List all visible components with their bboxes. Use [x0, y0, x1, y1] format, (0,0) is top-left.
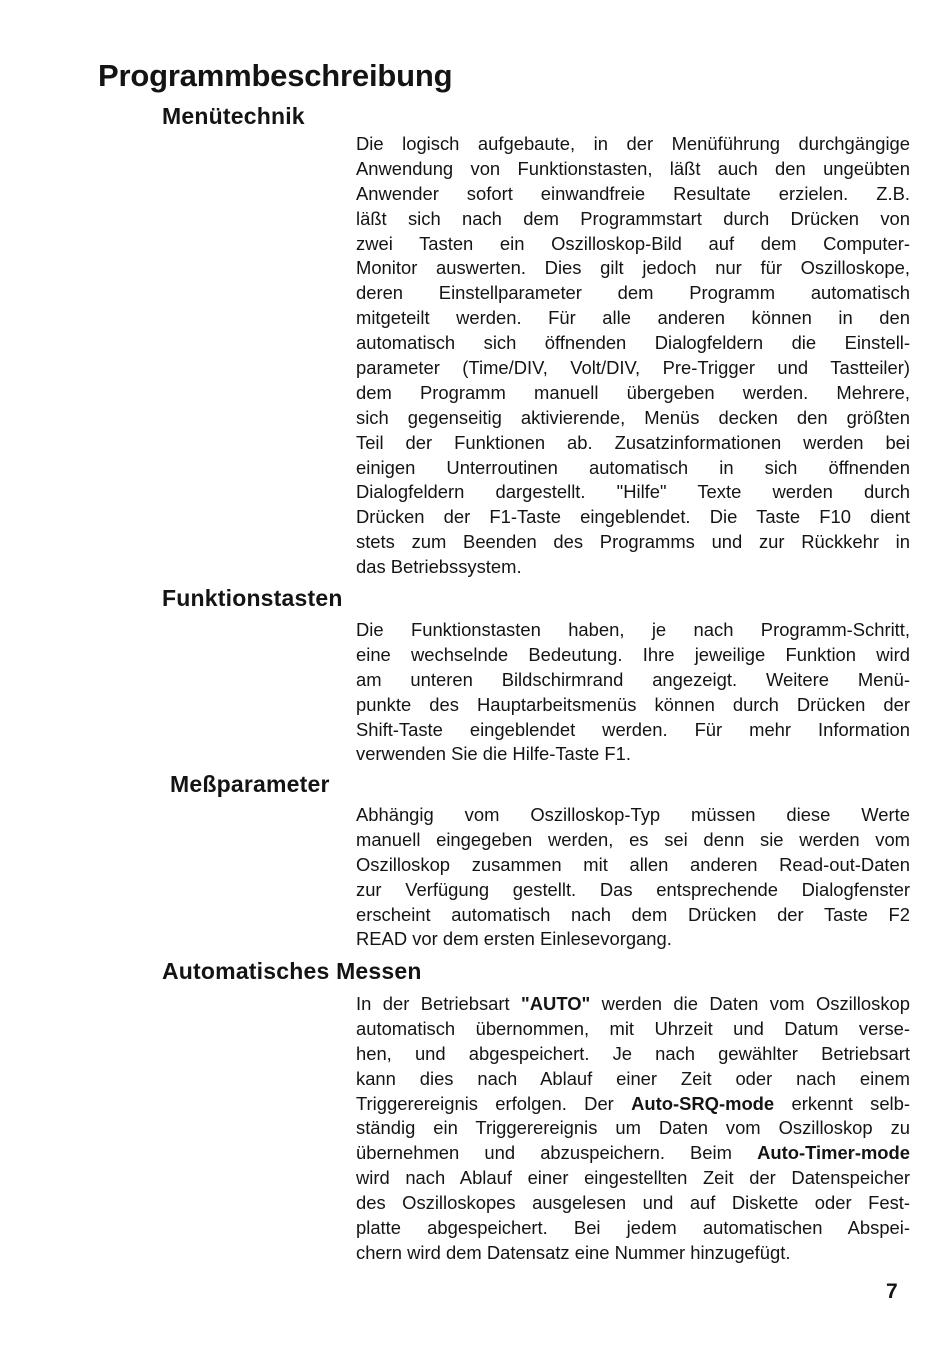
body-line: dem Programm manuell übergeben werden. Mehrere,: [356, 381, 910, 403]
inline-text: erkennt selb-: [774, 1092, 910, 1114]
body-line: Anwendung von Funktionstasten, läßt auch den ungeübten: [356, 157, 910, 179]
body-line: wird nach Ablauf einer eingestellten Zeit der Datenspeicher: [356, 1167, 910, 1189]
page-number: 7: [886, 1280, 898, 1303]
body-line: automatisch sich öffnenden Dialogfeldern die Einstell-: [356, 332, 910, 354]
body-line: einigen Unterroutinen automatisch in sich öffnenden: [356, 456, 910, 478]
body-line: platte abgespeichert. Bei jedem automatischen Abspei-: [356, 1217, 910, 1239]
section-body-automatisches-messen: [356, 992, 910, 1266]
section-heading-menuetechnik: Menütechnik: [162, 103, 305, 129]
body-line: verwenden Sie die Hilfe-Taste F1.: [356, 743, 631, 765]
body-line: chern wird dem Datensatz eine Nummer hinzugefügt.: [356, 1241, 791, 1263]
body-line: Shift-Taste eingeblendet werden. Für mehr Information: [356, 718, 910, 740]
body-line: [356, 1092, 910, 1117]
body-line: ständig ein Triggerereignis um Daten vom Oszilloskop zu: [356, 1117, 910, 1139]
section-heading-automatisches-messen: Automatisches Messen: [162, 958, 422, 984]
body-line: parameter (Time/DIV, Volt/DIV, Pre-Trigger und Tastteiler): [356, 357, 910, 379]
body-line: Teil der Funktionen ab. Zusatzinformationen werden bei: [356, 431, 910, 453]
body-line: Dialogfeldern dargestellt. "Hilfe" Texte werden durch: [356, 481, 910, 503]
body-line: eine wechselnde Bedeutung. Ihre jeweilige Funktion wird: [356, 643, 910, 665]
inline-text: In der Betriebsart: [356, 993, 522, 1014]
section-body-messparameter: [356, 803, 910, 952]
body-line: läßt sich nach dem Programmstart durch Drücken von: [356, 207, 910, 229]
body-line: kann dies nach Ablauf einer Zeit oder nach einem: [356, 1067, 910, 1089]
body-line: Die Funktionstasten haben, je nach Programm-Schritt,: [356, 619, 910, 640]
section-body-funktionstasten: [356, 618, 910, 767]
body-line: stets zum Beenden des Programms und zur Rückkehr in: [356, 531, 910, 553]
body-line: automatisch übernommen, mit Uhrzeit und Datum verse-: [356, 1017, 910, 1039]
inline-bold-auto-srq-mode: Auto-SRQ-mode: [631, 1092, 775, 1114]
inline-bold-auto: "AUTO": [521, 993, 591, 1014]
body-line: sich gegenseitig aktivierende, Menüs decken den größten: [356, 406, 910, 428]
body-line: das Betriebssystem.: [356, 556, 522, 578]
body-line: Oszilloskop zusammen mit allen anderen Read-out-Daten: [356, 853, 910, 875]
body-line: Monitor auswerten. Dies gilt jedoch nur für Oszilloskope,: [356, 257, 910, 279]
inline-text: übernehmen und abzuspeichern. Beim: [356, 1142, 758, 1164]
body-line: deren Einstellparameter dem Programm automatisch: [356, 282, 910, 304]
body-line: hen, und abgespeichert. Je nach gewählter Betriebsart: [356, 1042, 910, 1064]
body-line: des Oszilloskopes ausgelesen und auf Diskette oder Fest-: [356, 1192, 910, 1214]
body-line: zwei Tasten ein Oszilloskop-Bild auf dem Computer-: [356, 232, 910, 254]
inline-text: werden die Daten vom Oszilloskop: [590, 993, 910, 1014]
body-line: [356, 1141, 910, 1166]
body-line: am unteren Bildschirmrand angezeigt. Weitere Menü-: [356, 668, 910, 690]
body-line: READ vor dem ersten Einlesevorgang.: [356, 928, 672, 950]
body-line: Abhängig vom Oszilloskop-Typ müssen diese Werte: [356, 804, 910, 825]
inline-bold-auto-timer-mode: Auto-Timer-mode: [757, 1142, 910, 1164]
body-line: punkte des Hauptarbeitsmenüs können durch Drücken der: [356, 693, 910, 715]
body-line: erscheint automatisch nach dem Drücken der Taste F2: [356, 903, 910, 925]
section-heading-messparameter: Meßparameter: [170, 771, 330, 797]
body-line: mitgeteilt werden. Für alle anderen können in den: [356, 307, 910, 329]
body-line: Drücken der F1-Taste eingeblendet. Die Taste F10 dient: [356, 506, 910, 528]
body-line: Anwender sofort einwandfreie Resultate erzielen. Z.B.: [356, 182, 910, 204]
page-title: Programmbeschreibung: [98, 58, 453, 93]
body-line: [356, 992, 910, 1017]
section-body-menuetechnik: [356, 132, 910, 580]
body-line: Die logisch aufgebaute, in der Menüführung durchgängige: [356, 133, 910, 154]
body-line: manuell eingegeben werden, es sei denn sie werden vom: [356, 828, 910, 850]
inline-text: Triggerereignis erfolgen. Der: [356, 1092, 632, 1114]
section-heading-funktionstasten: Funktionstasten: [162, 585, 343, 611]
body-line: zur Verfügung gestellt. Das entsprechende Dialogfenster: [356, 878, 910, 900]
